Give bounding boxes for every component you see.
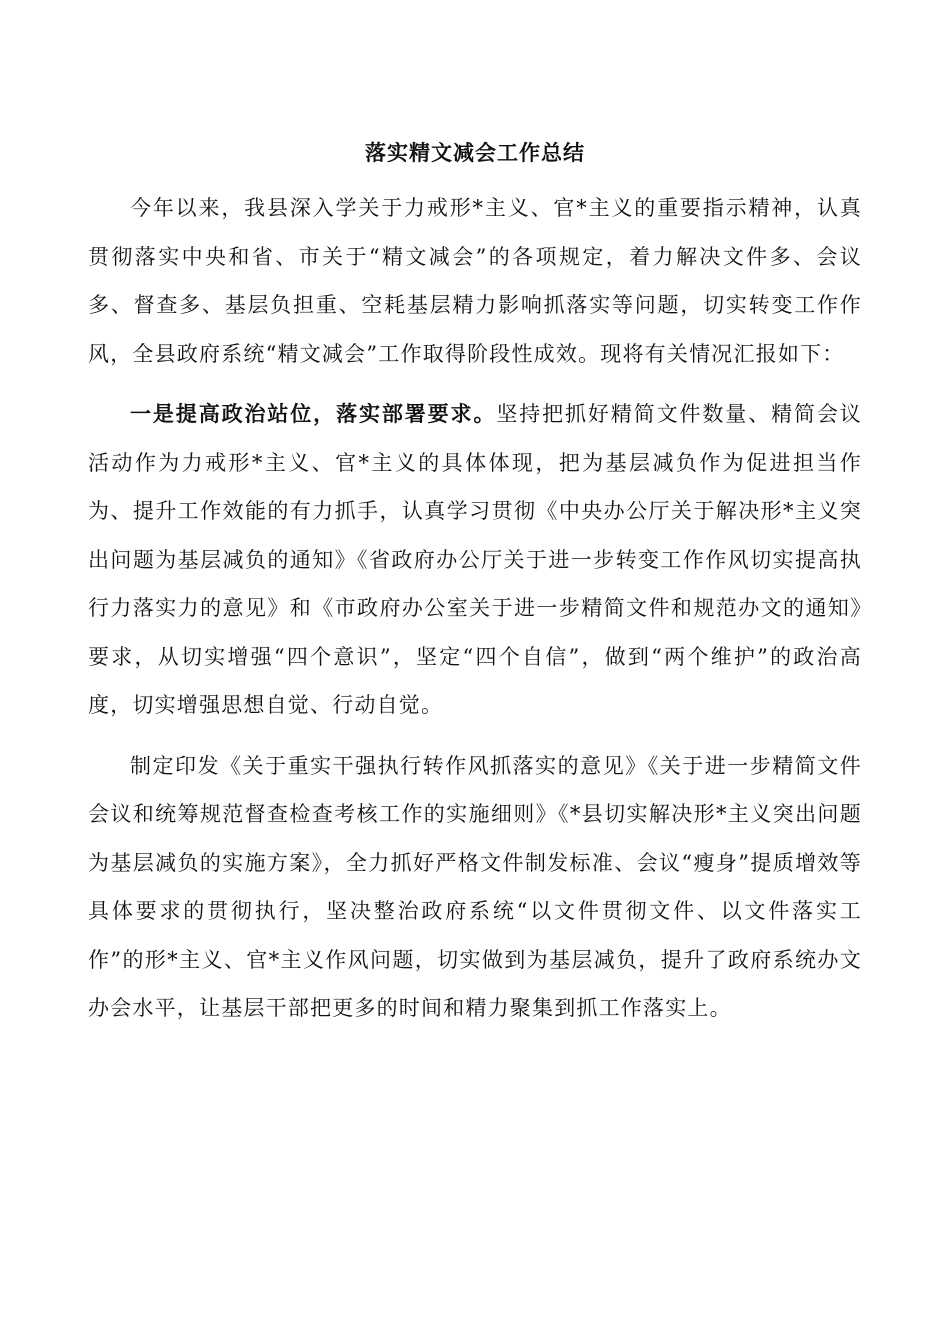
paragraph-lead-heading: 一是提高政治站位，落实部署要求。 bbox=[130, 402, 497, 426]
paragraph-point-one bbox=[88, 390, 862, 730]
paragraph-intro bbox=[88, 184, 862, 378]
paragraph-text: 坚持把抓好精简文件数量、精简会议活动作为力戒形*主义、官*主义的具体体现，把为基层减负作为促进担当作为、提升工作效能的有力抓手，认真学习贯彻《中央办公厅关于解决形*主义突出问题为基层减负的通知》《省政府办公厅关于进一步转变工作作风切实提高执行力落实力的意见》和《市政府办公室关于进一步精简文件和规范办文的通知》要求，从切实增强“四个意识”，坚定“四个自信”，做到“两个维护”的政治高度，切实增强思想自觉、行动自觉。 bbox=[88, 402, 862, 717]
paragraph-text: 制定印发《关于重实干强执行转作风抓落实的意见》《关于进一步精简文件会议和统筹规范督查检查考核工作的实施细则》《*县切实解决形*主义突出问题为基层减负的实施方案》，全力抓好严格文件制发标准、会议“瘦身”提质增效等具体要求的贯彻执行，坚决整治政府系统“以文件贯彻文件、以文件落实工作”的形*主义、官*主义作风问题，切实做到为基层减负，提升了政府系统办文办会水平，让基层干部把更多的时间和精力聚集到抓工作落实上。 bbox=[88, 753, 862, 1020]
document-title: 落实精文减会工作总结 bbox=[365, 141, 585, 165]
document-body bbox=[88, 128, 862, 1045]
paragraph-measures bbox=[88, 742, 862, 1033]
paragraph-text: 今年以来，我县深入学关于力戒形*主义、官*主义的重要指示精神，认真贯彻落实中央和省、市关于“精文减会”的各项规定，着力解决文件多、会议多、督查多、基层负担重、空耗基层精力影响抓落实等问题，切实转变工作作风，全县政府系统“精文减会”工作取得阶段性成效。现将有关情况汇报如下： bbox=[88, 196, 862, 366]
